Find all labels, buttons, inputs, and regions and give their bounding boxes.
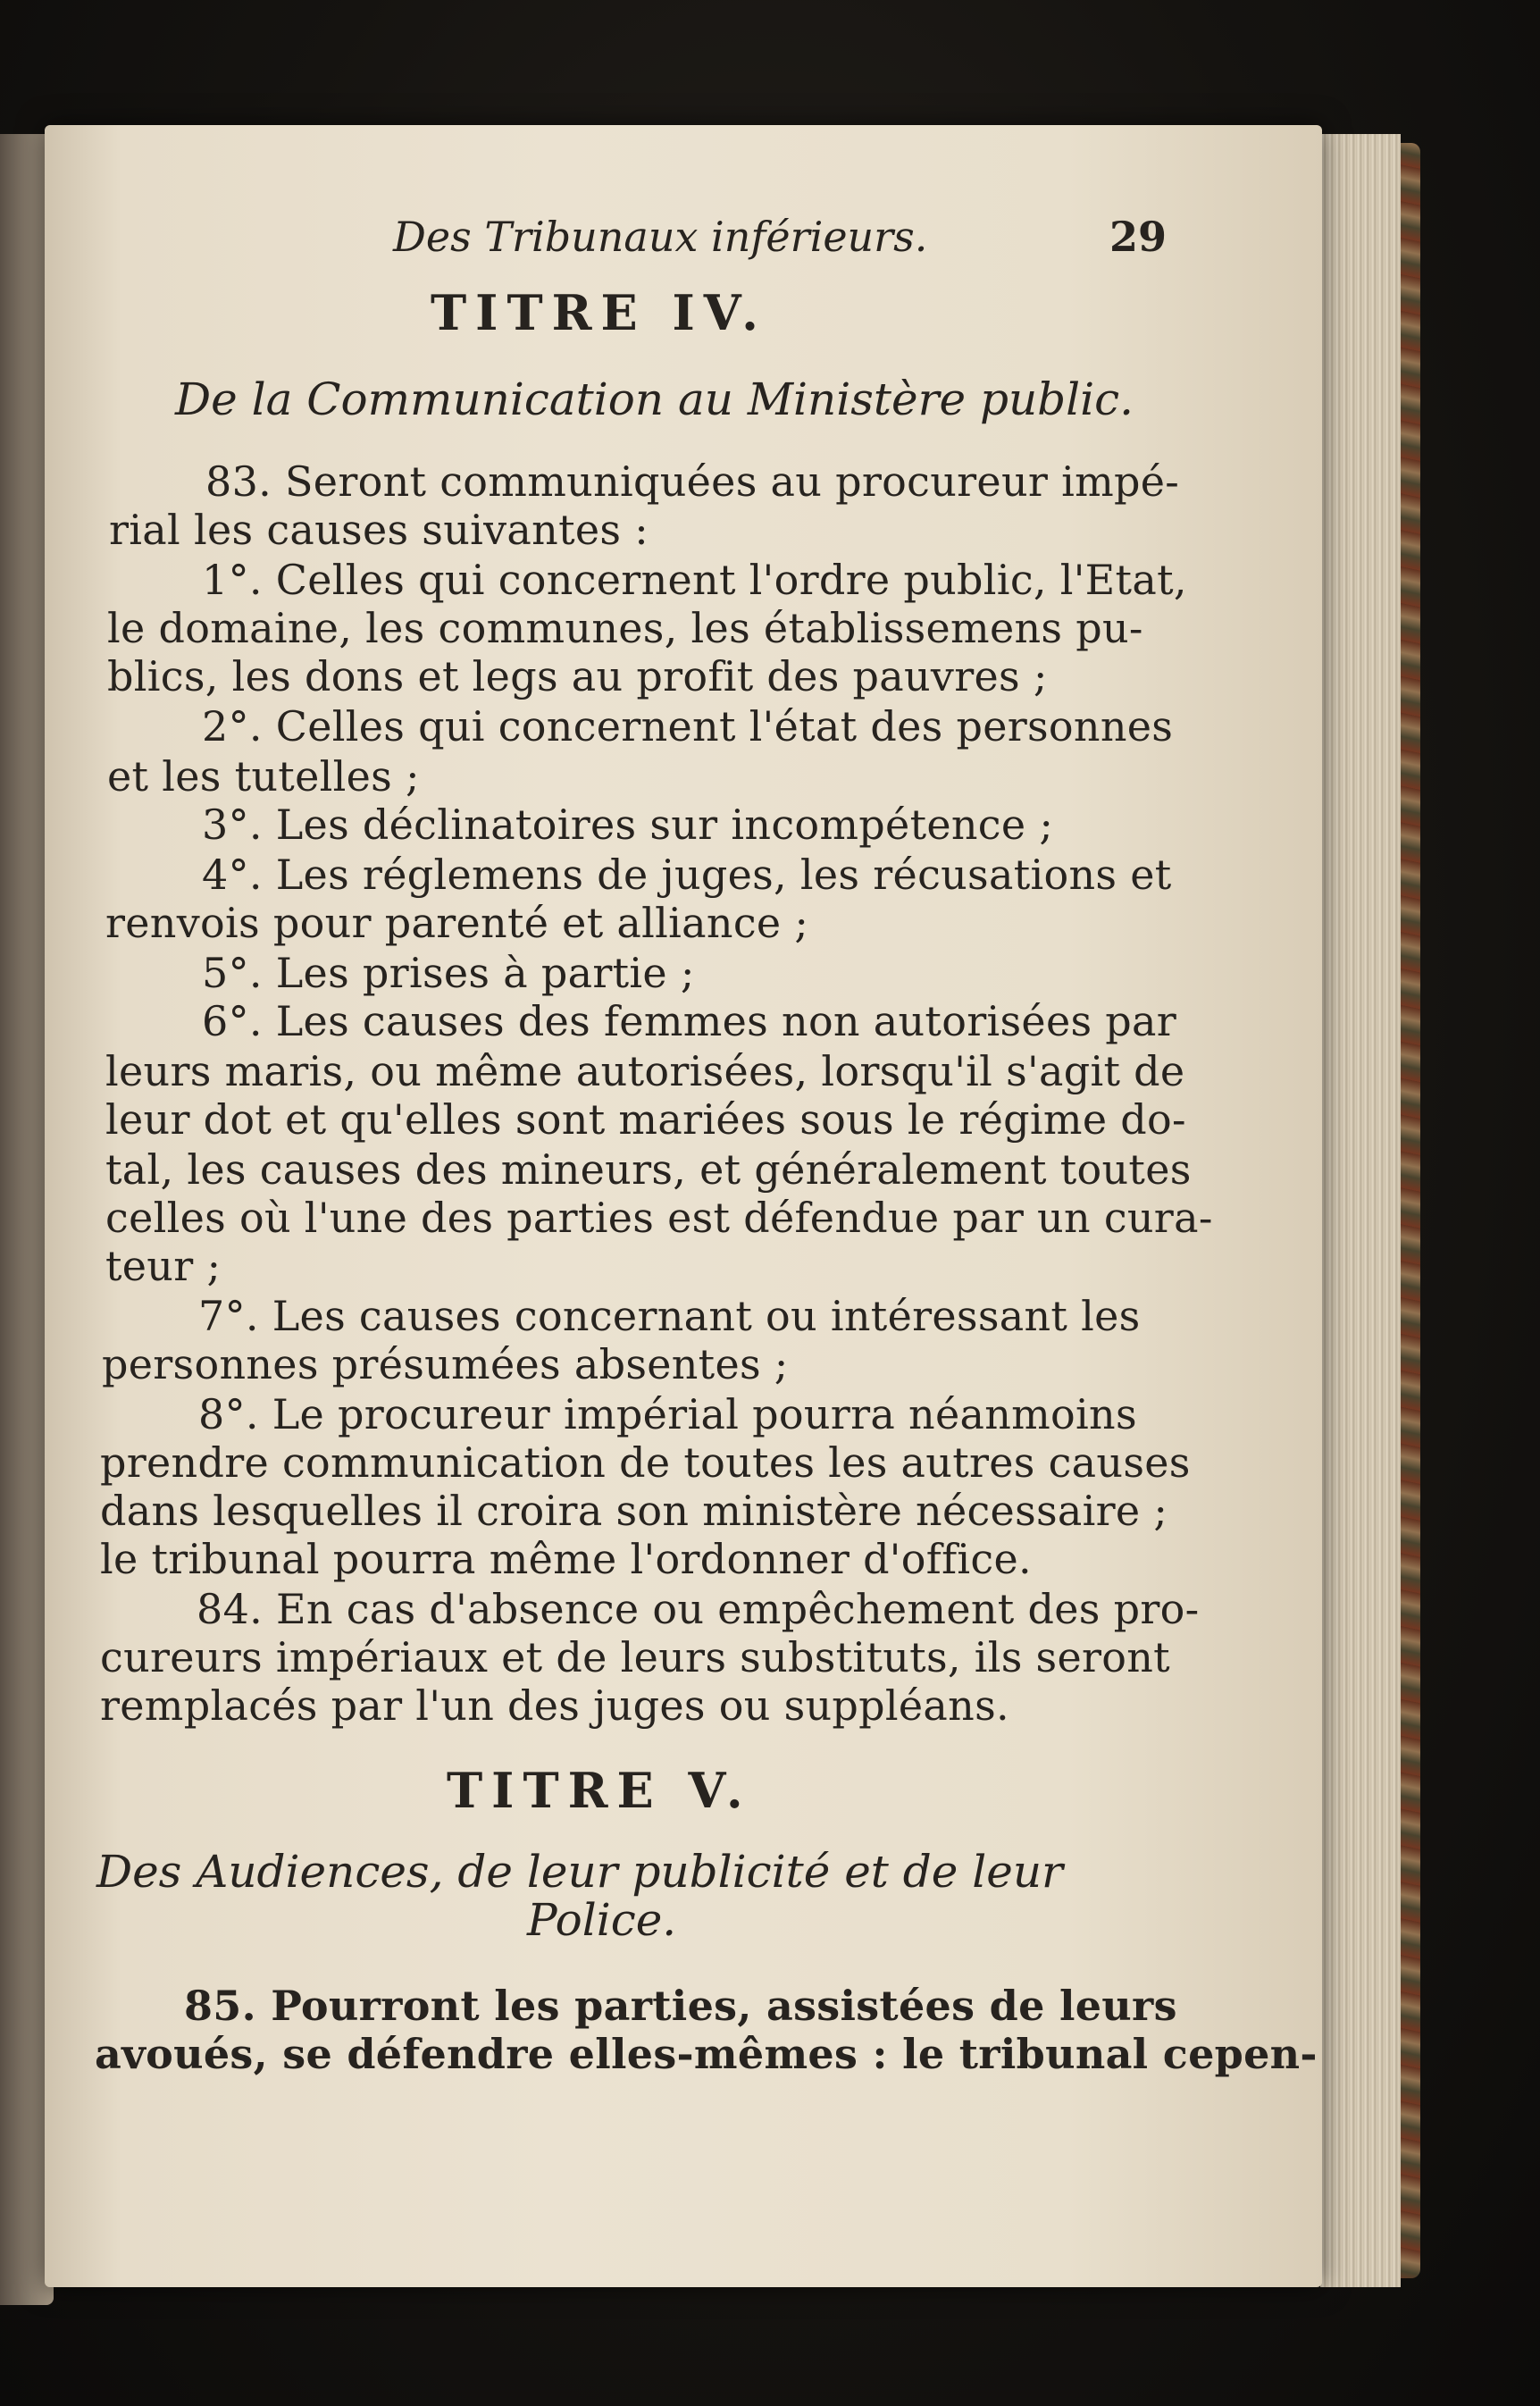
text-line: le domaine, les communes, les établissemens pu- xyxy=(107,604,1143,652)
text-line: cureurs impériaux et de leurs substituts, ils seront xyxy=(100,1633,1170,1681)
text-line: 85. Pourront les parties, assistées de leurs xyxy=(184,1982,1177,2030)
section-subtitle-audiences: Des Audiences, de leur publicité et de leur xyxy=(96,1846,1063,1898)
page-number: 29 xyxy=(1109,213,1168,261)
text-line: 4°. Les réglemens de juges, les récusations et xyxy=(202,851,1172,899)
text-line: 8°. Le procureur impérial pourra néanmoins xyxy=(198,1390,1137,1438)
text-line: teur ; xyxy=(105,1242,222,1290)
section-title-titre-v: TITRE V. xyxy=(447,1762,752,1819)
text-line: celles où l'une des parties est défendue par un cura- xyxy=(105,1194,1213,1242)
text-line: 1°. Celles qui concernent l'ordre public, l'Etat, xyxy=(202,556,1187,604)
text-line: dans lesquelles il croira son ministère nécessaire ; xyxy=(100,1487,1168,1535)
section-subtitle-communication: De la Communication au Ministère public. xyxy=(175,373,1134,425)
running-head: Des Tribunaux inférieurs. xyxy=(393,213,928,261)
section-subtitle-police: Police. xyxy=(527,1894,677,1946)
text-line: 84. En cas d'absence ou empêchement des pro- xyxy=(197,1585,1200,1633)
text-line: remplacés par l'un des juges ou suppléans. xyxy=(100,1681,1009,1730)
section-title-titre-iv: TITRE IV. xyxy=(431,284,767,341)
text-line: 5°. Les prises à partie ; xyxy=(202,949,695,997)
text-line: rial les causes suivantes : xyxy=(109,506,649,554)
text-line: tal, les causes des mineurs, et généralement toutes xyxy=(105,1145,1192,1194)
text-line: prendre communication de toutes les autres causes xyxy=(100,1438,1191,1487)
text-line: le tribunal pourra même l'ordonner d'office. xyxy=(100,1535,1032,1583)
book-fore-edge xyxy=(1320,134,1401,2287)
text-line: 3°. Les déclinatoires sur incompétence ; xyxy=(202,801,1054,849)
text-line: renvois pour parenté et alliance ; xyxy=(105,899,809,947)
text-line: leurs maris, ou même autorisées, lorsqu'il s'agit de xyxy=(105,1047,1185,1095)
text-line: 7°. Les causes concernant ou intéressant les xyxy=(198,1292,1141,1340)
text-line: personnes présumées absentes ; xyxy=(102,1340,789,1388)
text-line: 6°. Les causes des femmes non autorisées par xyxy=(202,997,1177,1045)
text-line: avoués, se défendre elles-mêmes : le tribunal cepen- xyxy=(95,2030,1318,2078)
text-line: 2°. Celles qui concernent l'état des personnes xyxy=(202,702,1174,750)
text-line: 83. Seront communiquées au procureur impé- xyxy=(205,457,1180,506)
text-line: et les tutelles ; xyxy=(107,752,420,801)
text-line: leur dot et qu'elles sont mariées sous le régime do- xyxy=(105,1095,1186,1144)
text-line: blics, les dons et legs au profit des pauvres ; xyxy=(107,652,1048,700)
